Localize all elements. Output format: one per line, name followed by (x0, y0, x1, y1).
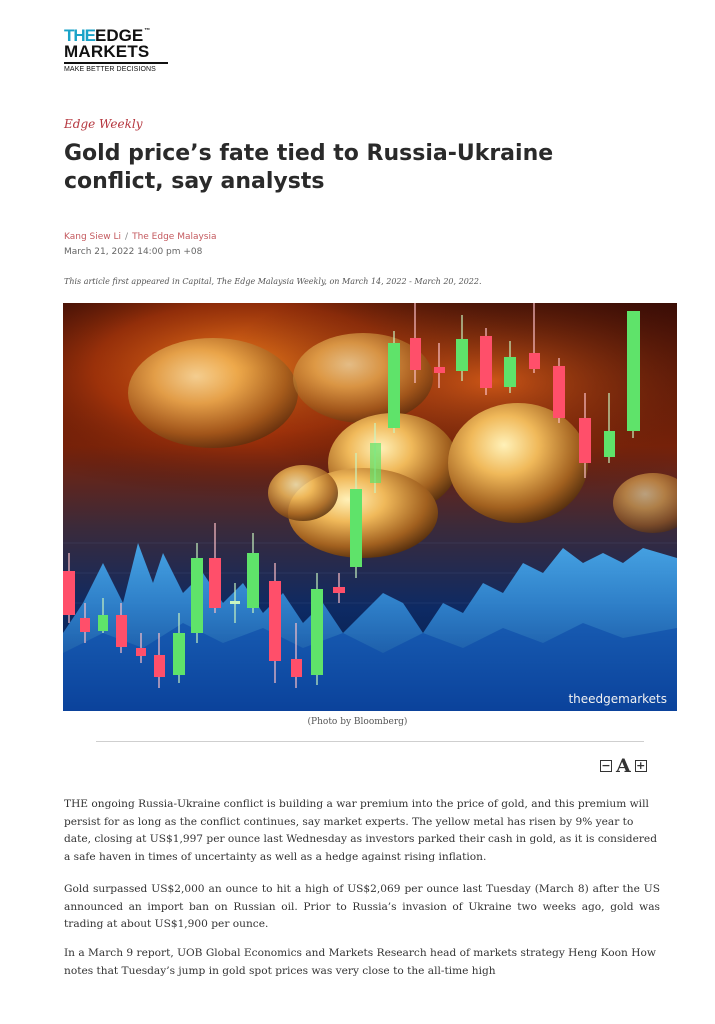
caption-divider (96, 741, 644, 742)
byline (64, 232, 217, 242)
publication-link[interactable]: The Edge Malaysia (132, 232, 217, 242)
font-size-icon: A (616, 755, 631, 777)
hero-image (63, 303, 677, 711)
image-watermark: theedgemarkets (568, 692, 667, 706)
logo-edge: EDGE (95, 26, 144, 45)
first-appeared-note: This article first appeared in Capital, The Edge Malaysia Weekly, on March 14, 2022 - March 20, 2022. (64, 277, 482, 286)
author-link[interactable]: Kang Siew Li (64, 232, 122, 242)
site-logo[interactable] (64, 27, 184, 73)
font-size-controls (600, 757, 647, 775)
increase-font-button[interactable]: + (636, 759, 646, 772)
article-paragraph-2: Gold surpassed US$2,000 an ounce to hit a high of US$2,069 per ounce last Tuesday (March 8) after the US announced an import ban on Russian oil. Prior to Russia’s invasion of Ukraine two weeks ago, gold was trading at about US$1,900 per ounce. (64, 883, 660, 930)
logo-tagline: MAKE BETTER DECISIONS (64, 66, 156, 73)
article-date: March 21, 2022 14:00 pm +08 (64, 247, 203, 257)
article-title: Gold price’s fate tied to Russia-Ukraine conflict, say analysts (64, 141, 554, 194)
logo-the: THE (64, 26, 95, 45)
hero-image-art (63, 303, 677, 711)
byline-separator: / (125, 232, 129, 242)
article-paragraph-1: THE ongoing Russia-Ukraine conflict is building a war premium into the price of gold, and this premium will persist for as long as the conflict continues, say market experts. The yellow metal has risen by 9% year to date, closing at US$1,997 per ounce last Wednesday as investors parked their cash in gold, as it is considered a safe haven in times of uncertainty as well as a hedge against rising inflation. (64, 798, 657, 863)
decrease-font-button[interactable]: − (601, 759, 611, 772)
article-category[interactable]: Edge Weekly (64, 117, 143, 131)
logo-markets: MARKETS (64, 42, 150, 61)
logo-rule (64, 62, 168, 64)
image-caption: (Photo by Bloomberg) (307, 717, 408, 727)
article-paragraph-3: In a March 9 report, UOB Global Economics and Markets Research head of markets strategy Heng Koon How notes that Tuesday’s jump in gold spot prices was very close to the all-time high (64, 947, 656, 977)
logo-trademark: ™ (144, 28, 151, 34)
